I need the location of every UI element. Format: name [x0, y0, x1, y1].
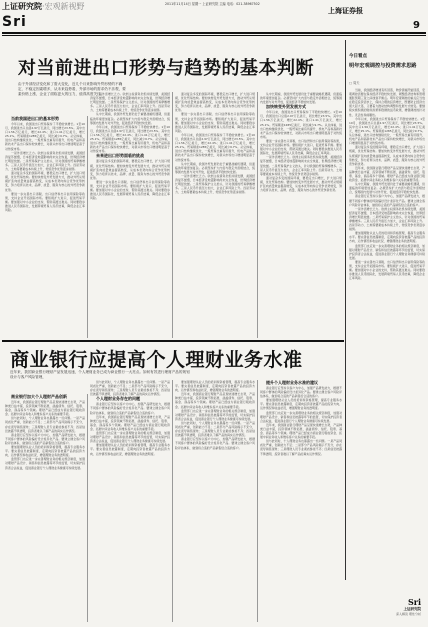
article1-col1: 当前我国进出口的基本形势 今年以来，我国进出口贸易保持了平稳较快增长。1至10月，我国进出口总值2.97万亿美元，同比增长23.5%。其中出口1.56万亿美元，增长22.4%；进口1.41万亿美元，增长25.1%。贸易顺差1285亿美元，同比减少9.7%。从总体看，进出口结构继续优化，一般贸易比重有所提升，机电产品和高新技术产品出口保持较快增长，对新兴市场出口增速明显高于对传统市场。 一是外需增长乏力。欧洲主权债务危机持续发酵，美国经济复苏缓慢，日本经济受地震影响尚未完全恢复，世界经济增长明显放缓。二是贸易保护主义抬头，针对我国的贸易摩擦增多。三是人民币升值压力加大，企业汇率风险上升。四是劳动力、土地等要素成本持续上升，传统竞争优势逐步削弱。 面对复杂多变的国际环境，要稳定出口增长，扩大进口规模，优化贸易结构。要加快转变外贸发展方式，推动外贸从规模扩张向质量效益提高转变，从成本优势向综合竞争优势转变，努力培育以技术、品牌、质量、服务为核心的外贸竞争新优势。 要进一步完善出口退税、出口信贷和出口信用保险等政策，支持企业开拓国际市场。要积极扩大进口，促进贸易平衡。要加强对中小企业的支持，帮助其渡过难关。同时要稳步推进人民币国际化，发展跨境贸易人民币结算，降低企业汇率风险。 [5, 116, 85, 212]
column-divider [257, 380, 258, 622]
article1-subhead: 未来进出口形势面临的挑战 [96, 153, 144, 159]
article1-col2: 一是外需增长乏力。欧洲主权债务危机持续发酵，美国经济复苏缓慢，日本经济受地震影响尚未完全恢复，世界经济增长明显放缓。二是贸易保护主义抬头，针对我国的贸易摩擦增多。三是人民币升值压力加大，企业汇率风险上升。四是劳动力、土地等要素成本持续上升，传统竞争优势逐步削弱。 从中长期看，我国外贸发展仍处于重要战略机遇期，但面临的环境更加复杂。必须坚持扩大内需与稳定外需相结合，统筹国内发展与对外开放，促进经济平稳较快发展。 今年以来，我国进出口贸易保持了平稳较快增长。1至10月，我国进出口总值2.97万亿美元，同比增长23.5%。其中出口1.56万亿美元，增长22.4%；进口1.41万亿美元，增长25.1%。贸易顺差1285亿美元，同比减少9.7%。从总体看，进出口结构继续优化，一般贸易比重有所提升，机电产品和高新技术产品出口保持较快增长，对新兴市场出口增速明显高于对传统市场。 未来进出口形势面临的挑战 面对复杂多变的国际环境，要稳定出口增长，扩大进口规模，优化贸易结构。要加快转变外贸发展方式，推动外贸从规模扩张向质量效益提高转变，从成本优势向综合竞争优势转变，努力培育以技术、品牌、质量、服务为核心的外贸竞争新优势。 要进一步完善出口退税、出口信贷和出口信用保险等政策，支持企业开拓国际市场。要积极扩大进口，促进贸易平衡。要加强对中小企业的支持，帮助其渡过难关。同时要稳步推进人民币国际化，发展跨境贸易人民币结算，降低企业汇率风险。 [90, 92, 170, 201]
header-rule-thin [2, 35, 426, 36]
article1-subhead: 加快转变外贸发展方式 [266, 104, 306, 110]
footer-brand-small: Sri [407, 597, 421, 607]
column-divider [172, 380, 173, 622]
footer-logo [361, 597, 421, 616]
section-title: 上证研究院·宏观新视野 [2, 1, 85, 11]
article1-subhead: 当前我国进出口的基本形势 [11, 116, 59, 121]
article2-lead: 近年来，我国商业银行理财产品发展迅速，个人理财业务已成为商业银行一大亮点。如何有效进行理财产品的规划设计与客户风险管理， [10, 370, 190, 379]
column-divider [172, 92, 173, 338]
footer-tagline: 深入解读 理性分析 [396, 612, 421, 616]
footer-brand-name: 上证研究院 [403, 607, 421, 611]
article1-title: 对当前进出口形势与趋势的基本判断 [18, 58, 314, 79]
header-rule [2, 32, 426, 34]
article2-subhead: 个人理财业务存在的问题 [96, 396, 140, 402]
article1-col4: 从中长期看，我国外贸发展仍处于重要战略机遇期，但面临的环境更加复杂。必须坚持扩大内需与稳定外需相结合，统筹国内发展与对外开放，促进经济平稳较快发展。 加快转变外贸发展方式 今年以来，我国进出口贸易保持了平稳较快增长。1至10月，我国进出口总值2.97万亿美元，同比增长23.5%。其中出口1.56万亿美元，增长22.4%；进口1.41万亿美元，增长25.1%。贸易顺差1285亿美元，同比减少9.7%。从总体看，进出口结构继续优化，一般贸易比重有所提升，机电产品和高新技术产品出口保持较快增长，对新兴市场出口增速明显高于对传统市场。 要进一步完善出口退税、出口信贷和出口信用保险等政策，支持企业开拓国际市场。要积极扩大进口，促进贸易平衡。要加强对中小企业的支持，帮助其渡过难关。同时要稳步推进人民币国际化，发展跨境贸易人民币结算，降低企业汇率风险。 一是外需增长乏力。欧洲主权债务危机持续发酵，美国经济复苏缓慢，日本经济受地震影响尚未完全恢复，世界经济增长明显放缓。二是贸易保护主义抬头，针对我国的贸易摩擦增多。三是人民币升值压力加大，企业汇率风险上升。四是劳动力、土地等要素成本持续上升，传统竞争优势逐步削弱。 面对复杂多变的国际环境，要稳定出口增长，扩大进口规模，优化贸易结构。要加快转变外贸发展方式，推动外贸从规模扩张向质量效益提高转变，从成本优势向综合竞争优势转变，努力培育以技术、品牌、质量、服务为核心的外贸竞争新优势。 [260, 92, 342, 193]
article2-subhead: 提升个人理财业务水准的建议 [266, 380, 318, 385]
article1-col3: 面对复杂多变的国际环境，要稳定出口增长，扩大进口规模，优化贸易结构。要加快转变外贸发展方式，推动外贸从规模扩张向质量效益提高转变，从成本优势向综合竞争优势转变，努力培育以技术、品牌、质量、服务为核心的外贸竞争新优势。 要进一步完善出口退税、出口信贷和出口信用保险等政策，支持企业开拓国际市场。要积极扩大进口，促进贸易平衡。要加强对中小企业的支持，帮助其渡过难关。同时要稳步推进人民币国际化，发展跨境贸易人民币结算，降低企业汇率风险。 今年以来，我国进出口贸易保持了平稳较快增长。1至10月，我国进出口总值2.97万亿美元，同比增长23.5%。其中出口1.56万亿美元，增长22.4%；进口1.41万亿美元，增长25.1%。贸易顺差1285亿美元，同比减少9.7%。从总体看，进出口结构继续优化，一般贸易比重有所提升，机电产品和高新技术产品出口保持较快增长，对新兴市场出口增速明显高于对传统市场。 从中长期看，我国外贸发展仍处于重要战略机遇期，但面临的环境更加复杂。必须坚持扩大内需与稳定外需相结合，统筹国内发展与对外开放，促进经济平稳较快发展。 一是外需增长乏力。欧洲主权债务危机持续发酵，美国经济复苏缓慢，日本经济受地震影响尚未完全恢复，世界经济增长明显放缓。二是贸易保护主义抬头，针对我国的贸易摩擦增多。三是人民币升值压力加大，企业汇率风险上升。四是劳动力、土地等要素成本持续上升，传统竞争优势逐步削弱。 [175, 92, 255, 195]
paper-name: 上海证券报 [328, 6, 363, 15]
page-number: 9 [413, 20, 420, 31]
section-rule [2, 340, 344, 342]
article2-col2: 但与此同时，个人理财业务也暴露出一些问题。一是产品同质化严重，创新能力不足；二是部分产品风险揭示不充分，存在误导销售现象；三是理财人员专业素质参差不齐；四是信息披露不够透明，投资者难以了解产品的真实运作情况。 个人理财业务存在的问题 商业银行应坚持以客户为中心，加强产品研发能力，根据不同客户群体的风险偏好设计差异化产品。要建立健全客户风险评估体系，做到将合适的产品销售给合适的客户。 近年来，我国商业银行理财产品呈现快速增长态势，产品种类日益丰富，投资领域不断拓展，涵盖债券、信托、股票、基金、商品等多个领域。理财产品已经成为商业银行吸收资金、拓展中间业务收入和维系客户关系的重要手段。 监管部门也应进一步完善理财业务的相关规章制度，加强对理财产品设计、销售和信息披露等环节的监管，切实保护投资者合法权益，促进商业银行个人理财业务健康可持续发展。 要加强理财从业人员的培训和资格管理，提高专业服务水平。要完善信息披露制度，定期向投资者披露产品的投资方向、运作情况和收益状况，增强理财业务的透明度。 [90, 380, 170, 456]
article2-col3: 要加强理财从业人员的培训和资格管理，提高专业服务水平。要完善信息披露制度，定期向投资者披露产品的投资方向、运作情况和收益状况，增强理财业务的透明度。 近年来，我国商业银行理财产品呈现快速增长态势，产品种类日益丰富，投资领域不断拓展，涵盖债券、信托、股票、基金、商品等多个领域。理财产品已经成为商业银行吸收资金、拓展中间业务收入和维系客户关系的重要手段。 监管部门也应进一步完善理财业务的相关规章制度，加强对理财产品设计、销售和信息披露等环节的监管，切实保护投资者合法权益，促进商业银行个人理财业务健康可持续发展。 但与此同时，个人理财业务也暴露出一些问题。一是产品同质化严重，创新能力不足；二是部分产品风险揭示不充分，存在误导销售现象；三是理财人员专业素质参差不齐；四是信息披露不够透明，投资者难以了解产品的真实运作情况。 商业银行应坚持以客户为中心，加强产品研发能力，根据不同客户群体的风险偏好设计差异化产品。要建立健全客户风险评估体系，做到将合适的产品销售给合适的客户。 [175, 380, 255, 450]
column-divider [87, 394, 88, 622]
sidebar-author: □ 周天 [349, 81, 360, 85]
sidebar-title: 明年宏观调控与投资需求思路 [349, 63, 417, 69]
sidebar-body: 当前，我国经济增速有所回落，物价涨幅开始回落，宏观调控需要在保持经济平稳较快发展、调整经济结构和管理通胀预期三者之间找到平衡点。明年宏观调控的重点应当放在稳定投资需求上，保持合理的投资增长，既要防止经济出现大起大落，又要着力推动结构调整和发展方式转变。要继续实施积极的财政政策和稳健的货币政策，增强调控的针对性、灵活性和前瞻性。 今年以来，我国进出口贸易保持了平稳较快增长。1至10月，我国进出口总值2.97万亿美元，同比增长23.5%。其中出口1.56万亿美元，增长22.4%；进口1.41万亿美元，增长25.1%。贸易顺差1285亿美元，同比减少9.7%。从总体看，进出口结构继续优化，一般贸易比重有所提升，机电产品和高新技术产品出口保持较快增长，对新兴市场出口增速明显高于对传统市场。 面对复杂多变的国际环境，要稳定出口增长，扩大进口规模，优化贸易结构。要加快转变外贸发展方式，推动外贸从规模扩张向质量效益提高转变，从成本优势向综合竞争优势转变，努力培育以技术、品牌、质量、服务为核心的外贸竞争新优势。 近年来，我国商业银行理财产品呈现快速增长态势，产品种类日益丰富，投资领域不断拓展，涵盖债券、信托、股票、基金、商品等多个领域。理财产品已经成为商业银行吸收资金、拓展中间业务收入和维系客户关系的重要手段。 从中长期看，我国外贸发展仍处于重要战略机遇期，但面临的环境更加复杂。必须坚持扩大内需与稳定外需相结合，统筹国内发展与对外开放，促进经济平稳较快发展。 商业银行应坚持以客户为中心，加强产品研发能力，根据不同客户群体的风险偏好设计差异化产品。要建立健全客户风险评估体系，做到将合适的产品销售给合适的客户。 一是外需增长乏力。欧洲主权债务危机持续发酵，美国经济复苏缓慢，日本经济受地震影响尚未完全恢复，世界经济增长明显放缓。二是贸易保护主义抬头，针对我国的贸易摩擦增多。三是人民币升值压力加大，企业汇率风险上升。四是劳动力、土地等要素成本持续上升，传统竞争优势逐步削弱。 要加强理财从业人员的培训和资格管理，提高专业服务水平。要完善信息披露制度，定期向投资者披露产品的投资方向、运作情况和收益状况，增强理财业务的透明度。 监管部门也应进一步完善理财业务的相关规章制度，加强对理财产品设计、销售和信息披露等环节的监管，切实保护投资者合法权益，促进商业银行个人理财业务健康可持续发展。 要进一步完善出口退税、出口信贷和出口信用保险等政策，支持企业开拓国际市场。要积极扩大进口，促进贸易平衡。要加强对中小企业的支持，帮助其渡过难关。同时要稳步推进人民币国际化，发展跨境贸易人民币结算，降低企业汇率风险。 [349, 88, 425, 281]
sidebar-divider [345, 40, 346, 580]
article2-subhead: 商业银行加大个人理财产品创新 [11, 394, 67, 399]
article2-col4: 提升个人理财业务水准的建议 商业银行应坚持以客户为中心，加强产品研发能力，根据不同客户群体的风险偏好设计差异化产品。要建立健全客户风险评估体系，做到将合适的产品销售给合适的客户。 要加强理财从业人员的培训和资格管理，提高专业服务水平。要完善信息披露制度，定期向投资者披露产品的投资方向、运作情况和收益状况，增强理财业务的透明度。 监管部门也应进一步完善理财业务的相关规章制度，加强对理财产品设计、销售和信息披露等环节的监管，切实保护投资者合法权益，促进商业银行个人理财业务健康可持续发展。 近年来，我国商业银行理财产品呈现快速增长态势，产品种类日益丰富，投资领域不断拓展，涵盖债券、信托、股票、基金、商品等多个领域。理财产品已经成为商业银行吸收资金、拓展中间业务收入和维系客户关系的重要手段。 但与此同时，个人理财业务也暴露出一些问题。一是产品同质化严重，创新能力不足；二是部分产品风险揭示不充分，存在误导销售现象；三是理财人员专业素质参差不齐；四是信息披露不够透明，投资者难以了解产品的真实运作情况。 [260, 380, 342, 456]
article2-col1: 商业银行加大个人理财产品创新 近年来，我国商业银行理财产品呈现快速增长态势，产品种类日益丰富，投资领域不断拓展，涵盖债券、信托、股票、基金、商品等多个领域。理财产品已经成为商业银行吸收资金、拓展中间业务收入和维系客户关系的重要手段。 但与此同时，个人理财业务也暴露出一些问题。一是产品同质化严重，创新能力不足；二是部分产品风险揭示不充分，存在误导销售现象；三是理财人员专业素质参差不齐；四是信息披露不够透明，投资者难以了解产品的真实运作情况。 商业银行应坚持以客户为中心，加强产品研发能力，根据不同客户群体的风险偏好设计差异化产品。要建立健全客户风险评估体系，做到将合适的产品销售给合适的客户。 要加强理财从业人员的培训和资格管理，提高专业服务水平。要完善信息披露制度，定期向投资者披露产品的投资方向、运作情况和收益状况，增强理财业务的透明度。 监管部门也应进一步完善理财业务的相关规章制度，加强对理财产品设计、销售和信息披露等环节的监管，切实保护投资者合法权益，促进商业银行个人理财业务健康可持续发展。 [5, 394, 85, 470]
page-header [0, 0, 428, 48]
sidebar-heading: 今日看点 [349, 54, 367, 59]
article1-lead: 由于外部经济变化和了需大变化，近几个月来影响外贸形势的不确定、不稳定因素增多，从未来趋势看，外部市场的需求仍不乐观，要素价格上涨，企业了面临更大的压力，值得高度关注。 [18, 82, 126, 96]
article2-title: 商业银行应提高个人理财业务水准 [10, 349, 303, 371]
header-meta: 2011年11月14日 星期一 上证研究院 主编 电话：021-38967502 [165, 2, 260, 6]
column-divider [87, 116, 88, 338]
brand-logo: Sri [2, 14, 27, 30]
column-divider [257, 92, 258, 338]
